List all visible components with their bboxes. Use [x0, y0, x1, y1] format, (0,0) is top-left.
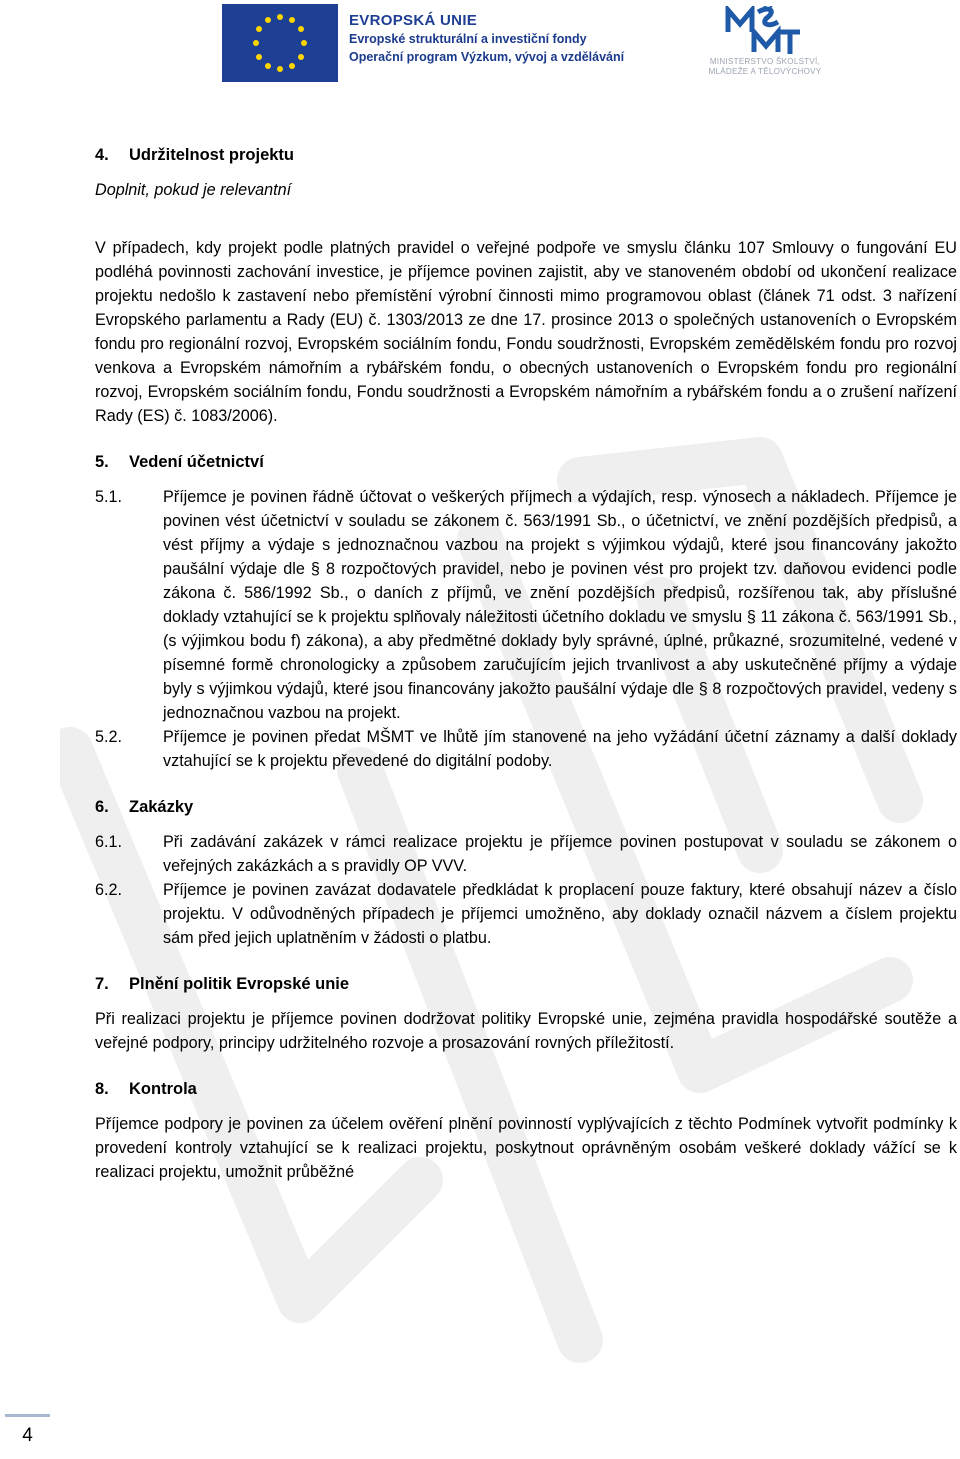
eu-flag-logo: [222, 4, 338, 82]
section-4-note: Doplnit, pokud je relevantní: [95, 181, 292, 199]
list-item: [95, 725, 957, 773]
section-title: Vedení účetnictví: [129, 453, 264, 471]
item-number: 6.1.: [95, 833, 123, 851]
section-6-heading: [95, 795, 957, 819]
section-7-heading: [95, 972, 957, 996]
document-body: [95, 143, 957, 1184]
list-item: [95, 830, 957, 878]
section-title: Kontrola: [129, 1080, 197, 1098]
eu-programme-line: Operační program Výzkum, vývoj a vzdělávání: [349, 50, 625, 64]
msmt-line1: MINISTERSTVO ŠKOLSTVÍ,: [709, 57, 821, 66]
item-text: Příjemce je povinen řádně účtovat o veškerých příjmech a výdajích, resp. výnosech a nákladech. Příjemce je povinen vést účetnictví v souladu se zákonem č. 563/1991 Sb., o účetnictví, ve znění pozdějších předpisů, a vést příjmy a výdaje s jednoznačnou vazbou na projekt s výjimkou výdajů, které jsou financovány jakožto paušální výdaje dle § 8 rozpočtových pravidel, nebo je povinen vést pro projekt tzv. daňovou evidenci podle zákona č. 586/1992 Sb., o daních z příjmů, ve znění pozdějších předpisů, rozšířenou tak, aby příslušné doklady vztahující se k projektu splňovaly náležitosti účetního dokladu ve smyslu § 11 zákona č. 563/1991 Sb., (s výjimkou bodu f) zákona), a aby předmětné doklady byly správné, úplné, průkazné, srozumitelné, vedené v písemné formě chronologicky a způsobem zaručujícím jejich trvanlivost a aby uskutečněné příjmy a výdaje byly s výjimkou výdajů, které jsou financovány jakožto paušální výdaje dle § 8 rozpočtových pravidel, vedeny s jednoznačnou vazbou na projekt.: [163, 488, 957, 722]
section-title: Zakázky: [129, 798, 194, 816]
item-text: Příjemce je povinen předat MŠMT ve lhůtě jím stanovené na jeho vyžádání účetní záznamy a další doklady vztahující se k projektu převedené do digitální podoby.: [163, 728, 957, 770]
section-title: Plnění politik Evropské unie: [129, 975, 350, 993]
section-number: 4.: [95, 146, 109, 164]
eu-title: EVROPSKÁ UNIE: [349, 12, 478, 29]
section-4-heading: [95, 143, 957, 167]
item-number: 5.1.: [95, 488, 123, 506]
msmt-logo-icon: [724, 6, 802, 58]
msmt-logo-text: [690, 57, 840, 77]
section-8-heading: [95, 1077, 957, 1101]
section-number: 8.: [95, 1080, 109, 1098]
page-number: 4: [5, 1414, 50, 1459]
section-5-heading: [95, 450, 957, 474]
section-number: 5.: [95, 453, 109, 471]
item-number: 6.2.: [95, 881, 123, 899]
msmt-line2: MLÁDEŽE A TĚLOVÝCHOVY: [708, 67, 822, 76]
item-text: Příjemce je povinen zavázat dodavatele předkládat k proplacení pouze faktury, které obsahují název a číslo projektu. V odůvodněných případech je příjemci umožněno, aby doklady označil názvem a číslem projektu sám před jejich uplatněním v žádosti o platbu.: [163, 881, 957, 947]
section-4-paragraph: V případech, kdy projekt podle platných pravidel o veřejné podpoře ve smyslu článku 107 Smlouvy o fungování EU podléhá povinnosti zachování investice, je příjemce povinen zajistit, aby ve stanoveném období od ukončení realizace projektu nedošlo k zastavení nebo přemístění výrobní činnosti mimo programovou oblast (článek 71 odst. 3 nařízení Evropského parlamentu a Rady (EU) č. 1303/2013 ze dne 17. prosince 2013 o společných ustanoveních o Evropském fondu pro regionální rozvoj, Evropském sociálním fondu, Fondu soudržnosti, Evropském zemědělském fondu pro rozvoj venkova a Evropském námořním a rybářském fondu, o obecných ustanoveních o Evropském fondu pro regionální rozvoj, Evropském sociálním fondu, Fondu soudržnosti a Evropském námořním a rybářském fondu a o zrušení nařízení Rady (ES) č. 1083/2006).: [95, 239, 957, 425]
page-header: [0, 0, 960, 90]
section-7-paragraph: Při realizaci projektu je příjemce povinen dodržovat politiky Evropské unie, zejména pravidla hospodářské soutěže a veřejné podpory, principy udržitelného rozvoje a prosazování rovných příležitostí.: [95, 1010, 957, 1052]
eu-logo-text: [349, 12, 624, 66]
item-number: 5.2.: [95, 728, 123, 746]
section-number: 7.: [95, 975, 109, 993]
item-text: Při zadávání zakázek v rámci realizace projektu je příjemce povinen postupovat v souladu se zákonem o veřejných zakázkách a s pravidly OP VVV.: [163, 833, 957, 875]
section-8-paragraph: Příjemce podpory je povinen za účelem ověření plnění povinností vyplývajících z těchto Podmínek vytvořit podmínky k provedení kontroly vztahující se k realizaci projektu, poskytnout oprávněným osobám veškeré doklady vážící se k realizaci projektu, umožnit průběžné: [95, 1115, 957, 1181]
section-number: 6.: [95, 798, 109, 816]
section-title: Udržitelnost projektu: [129, 146, 295, 164]
list-item: [95, 878, 957, 950]
eu-funds-line: Evropské strukturální a investiční fondy: [349, 32, 587, 46]
list-item: [95, 485, 957, 725]
